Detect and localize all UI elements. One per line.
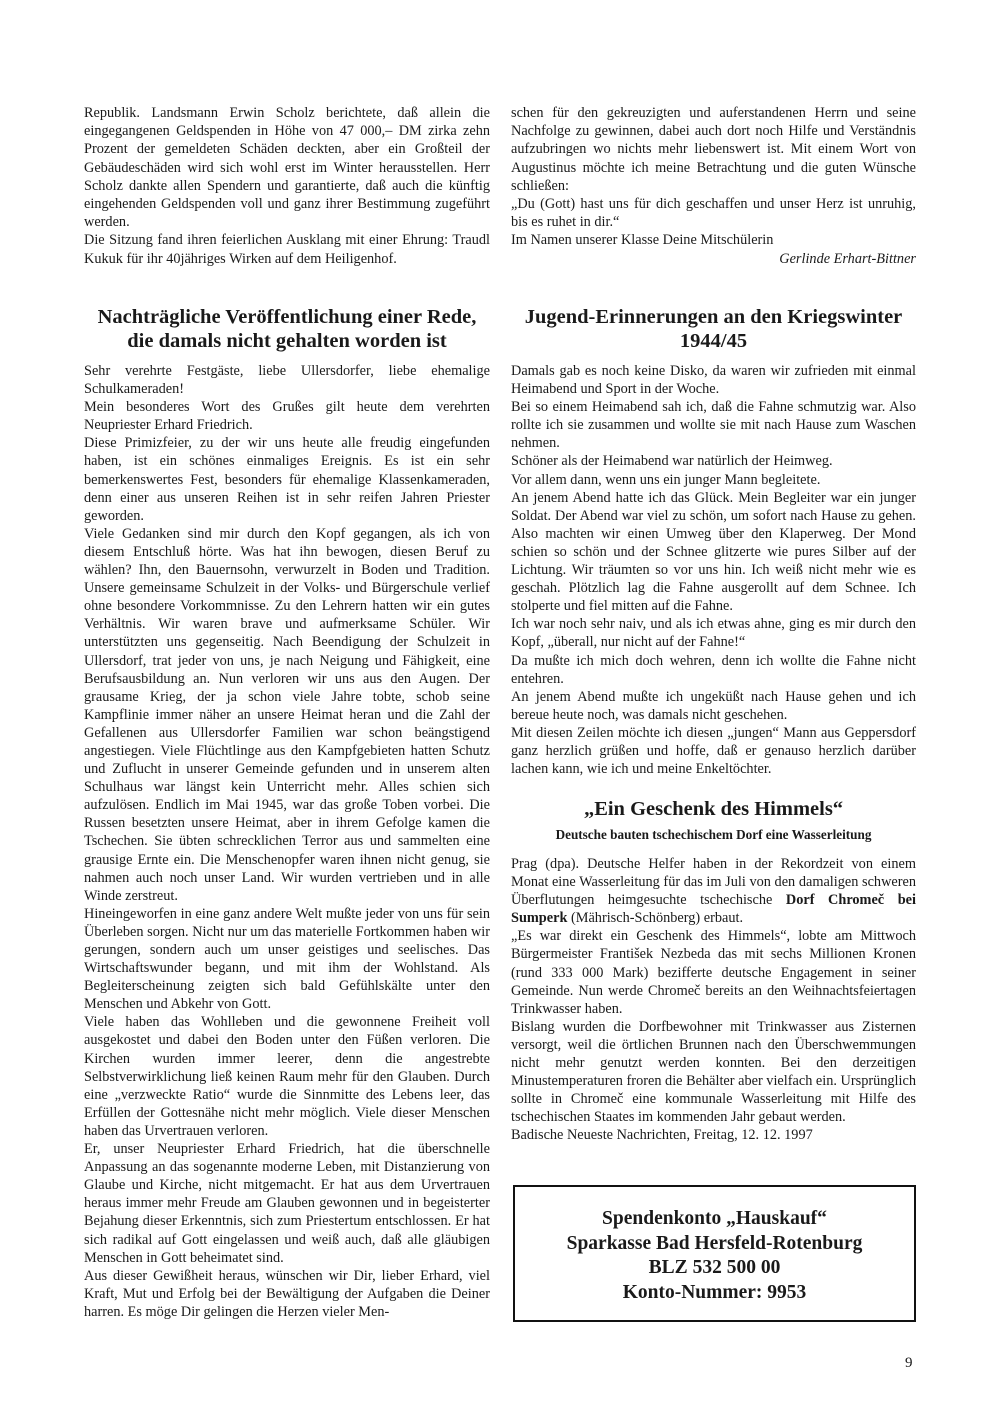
intro-left-column — [84, 104, 490, 268]
intro-right-column — [511, 104, 916, 268]
gift-paragraph: „Es war direkt ein Geschenk des Himmels“, lobte am Mittwoch Bürgermeister František Nezbeda das mit sechs Millionen Kronen (rund 333 000 Mark) bezifferte deutsche Engagement in seiner Gemeinde. Nun werde Chromeč bereits an den Weihnachtsfeiertagen Trinkwasser haben. — [511, 928, 916, 1017]
gift-paragraph — [511, 855, 916, 927]
gift-text: (Mährisch-Schönberg) erbaut. — [567, 910, 744, 927]
gift-text: Prag (dpa). Deutsche Helfer haben in der Rekordzeit von einem Monat eine Wasserleitung für das im Juli von den damaligen schweren Überflutungen heimgesuchte tschechische — [511, 856, 916, 909]
speech-headline: Nachträgliche Veröffentlichung einer Rede, die damals nicht gehalten worden ist — [97, 306, 477, 352]
speech-paragraph: Diese Primizfeier, zu der wir uns heute alle freudig eingefunden haben, ist ein schönes einmaliges Ereignis. Es ist ein sehr bemerkenswertes Fest, besonders für ehemalige Klassenkameraden, denn einer aus unseren Reihen ist in sehr reifen Jahren Priester geworden. — [84, 435, 490, 524]
donation-account-title: Spendenkonto „Hauskauf“ — [602, 1208, 827, 1229]
intro-right-paragraph: „Du (Gott) hast uns für dich geschaffen und unser Herz ist unruhig, bis es ruhet in dir.“ — [511, 196, 916, 231]
speech-paragraph: Viele Gedanken sind mir durch den Kopf gegangen, als ich von diesem Entschluß hörte. Was hat ihn bewogen, diesen Beruf zu wählen? Ihn, den Bauernsohn, verwurzelt in Boden und Tradition. Unsere gemeinsame Schulzeit in der Volks- und Bürgerschule verlief ohne besondere Vorkommnisse. Zu den Lehrern hatten wir ein gutes Verhältnis. Wir waren brave und aufmerksame Schüler. Wir unterstützten uns gegenseitig. Nach Beendigung der Schulzeit in Ullersdorf, trat jeder von uns, je nach Neigung und Fähigkeit, eine Berufsausbildung an. Nun verloren wir uns aus den Augen. Der grausame Krieg, der ja schon viele Jahre tobte, schob seine Kampflinie immer näher an unsere Heimat heran und die Zahl der Gefallenen aus Ullersdorfer Familien war schon beängstigend angestiegen. Viele Flüchtlinge aus den Kampfgebieten hatten Schutz und Zuflucht in unserer Gemeinde gefunden und in unserem alten Schulhaus war längst kein Unterricht mehr. Alles schien sich aufzulösen. Endlich im Mai 1945, war das große Toben vorbei. Die Russen besetzten unsere Heimat, aber in ihrem Gefolge kamen die Tschechen. Sie übten schrecklichen Terror aus und sammelten eine grausige Ernte ein. Die Menschenopfer waren ihnen nicht genug, sie nahmen auch noch unser Land. Wir wurden vertrieben und in alle Winde zerstreut. — [84, 525, 490, 904]
donation-box — [513, 1185, 916, 1322]
memories-paragraph: An jenem Abend mußte ich ungeküßt nach Hause gehen und ich bereue heute noch, was damals nicht geschehen. — [511, 688, 916, 723]
gift-paragraph: Bislang wurden die Dorfbewohner mit Trinkwasser aus Zisternen versorgt, weil die örtlichen Brunnen nach den Überschwemmungen nicht mehr genutzt werden konnten. Bei den derzeitigen Minustemperaturen froren die Behälter aber vielfach ein. Ursprünglich sollte in Chromeč eine kommunale Wasserleitung mit Hilfe des tschechischen Staates im kommenden Jahr gebaut werden. — [511, 1018, 916, 1126]
memories-body — [511, 362, 916, 778]
memories-paragraph: Vor allem dann, wenn uns ein junger Mann begleitete. — [511, 471, 821, 488]
speech-paragraph: Aus dieser Gewißheit heraus, wünschen wir Dir, lieber Erhard, viel Kraft, Mut und Erfolg bei der Bewältigung der Aufgaben die Deiner harren. Es möge Dir gelingen die Herzen vieler Men- — [84, 1267, 490, 1320]
speech-article — [84, 305, 490, 1321]
donation-blz: BLZ 532 500 00 — [648, 1257, 781, 1278]
gift-village-name: Dorf Chromeč bei Sumperk — [511, 892, 916, 927]
speech-paragraph: Er, unser Neupriester Erhard Friedrich, hat die überschnelle Anpassung an das sogenannte moderne Leben, mit Distanzierung von Glaube und Kirche, nicht mitgemacht. Er hat aus dem Urvertrauen heraus immer mehr Freude am Glauben gewonnen und in begeisterter Bejahung dieser Erkenntnis, sich zum Priestertum entschlossen. Er hat sich radikal auf Gott eingelassen und weiß auch, daß alle gläubigen Menschen in Gott beheimatet sind. — [84, 1141, 490, 1266]
gift-headline: „Ein Geschenk des Himmels“ — [583, 798, 844, 820]
gift-source: Badische Neueste Nachrichten, Freitag, 12. 12. 1997 — [511, 1127, 813, 1144]
speech-paragraph: Mein besonderes Wort des Grußes gilt heute dem verehrten Neupriester Erhard Friedrich. — [84, 399, 490, 434]
signature: Gerlinde Erhart-Bittner — [779, 250, 916, 267]
memories-paragraph: Mit diesen Zeilen möchte ich diesen „jungen“ Mann aus Geppersdorf ganz herzlich grüßen und hoffe, daß er genauso herzlich darüber lachen kann, wie ich und meine Enkeltöchter. — [511, 724, 916, 778]
memories-paragraph: Ich war noch sehr naiv, und als ich etwas ahne, ging es mir durch den Kopf, „überall, nur nicht auf der Fahne!“ — [511, 616, 916, 651]
intro-right-paragraph: Im Namen unserer Klasse Deine Mitschülerin — [511, 232, 774, 249]
donation-account-number: Konto-Nummer: 9953 — [622, 1281, 807, 1303]
page-number: 9 — [905, 1355, 913, 1371]
donation-bank: Sparkasse Bad Hersfeld-Rotenburg — [566, 1232, 863, 1254]
memories-paragraph: An jenem Abend hatte ich das Glück. Mein Begleiter war ein junger Soldat. Der Abend war viel zu schön, um sofort nach Hause zu gehen. Also machten wir einen Umweg über den Klaperweg. Der Mond schien so schön und der Schnee glitzerte wie pures Silber auf der Lichtung. Wir träumten so vor uns hin. Ich weiß nicht mehr wie es geschah. Plötzlich lag die Fahne ausgerollt auf dem Schnee. Ich stolperte und fiel mitten auf die Fahne. — [511, 489, 916, 615]
gift-subheadline: Deutsche bauten tschechischem Dorf eine Wasserleitung — [555, 827, 872, 842]
memories-paragraph: Bei so einem Heimabend sah ich, daß die Fahne schmutzig war. Also rollte ich sie zusammen und wollte sie mit nach Hause zum Waschen nehmen. — [511, 399, 916, 452]
gift-body — [511, 855, 916, 1145]
speech-paragraph: Sehr verehrte Festgäste, liebe Ullersdorfer, liebe ehemalige Schulkameraden! — [84, 363, 490, 398]
gift-article — [511, 797, 916, 1145]
intro-left-paragraph: Die Sitzung fand ihren feierlichen Ausklang mit einer Ehrung: Traudl Kukuk für ihr 40jähriges Wirken auf dem Heiligenhof. — [84, 232, 490, 267]
speech-paragraph: Hineingeworfen in eine ganz andere Welt mußte jeder von uns für sein Überleben sorgen. Nicht nur um das materielle Fortkommen haben wir gerungen, sondern auch um unser geistiges und seelisches. Das Wirtschaftswunder begann, und mit ihm der Wohlstand. Als Begleiterscheinung zeigten sich bald Gefühlskälte unter den Menschen und Abkehr von Gott. — [84, 905, 490, 1013]
memories-paragraph: Schöner als der Heimabend war natürlich der Heimweg. — [511, 453, 833, 470]
intro-left-paragraph: Republik. Landsmann Erwin Scholz berichtete, daß allein die eingegangenen Geldspenden in Höhe von 47 000,– DM zirka zehn Prozent der gemeldeten Schäden deckten, aber ein Großteil der Gebäudeschäden wird sich wohl erst im Winter herausstellen. Herr Scholz dankte allen Spendern und garantierte, daß auch die künftig eingehenden Geldspenden voll und ganz ihrer Bestimmung zugeführt werden. — [84, 105, 490, 231]
memories-article — [511, 305, 916, 778]
speech-paragraph: Viele haben das Wohlleben und die gewonnene Freiheit voll ausgekostet und dabei den Boden unter den Füßen verloren. Die Kirchen wurden immer leerer, denn die angestrebte Selbstverwirklichung ließ keinen Raum mehr für den Glauben. Durch eine „verzweckte Ratio“ wurde die Sinnmitte des Lebens leer, das Erfüllen der Gottesnähe nicht mehr möglich. Viele dieser Menschen haben das Urvertrauen verloren. — [84, 1014, 490, 1139]
speech-body — [84, 362, 490, 1321]
memories-headline: Jugend-Erinnerungen an den Kriegswinter 1944/45 — [524, 306, 903, 352]
memories-paragraph: Da mußte ich mich doch wehren, denn ich wollte die Fahne nicht entehren. — [511, 652, 916, 687]
intro-right-paragraph: schen für den gekreuzigten und auferstandenen Herrn und seine Nachfolge zu gewinnen, dabei auch dort noch Hilfe und Verständnis aufzubringen wo nichts mehr liebenswert ist. Mit einem Wort von Augustinus möchte ich meine Betrachtung und die guten Wünsche schließen: — [511, 105, 916, 194]
memories-paragraph: Damals gab es noch keine Disko, da waren wir zufrieden mit einmal Heimabend und Sport in der Woche. — [511, 363, 916, 398]
